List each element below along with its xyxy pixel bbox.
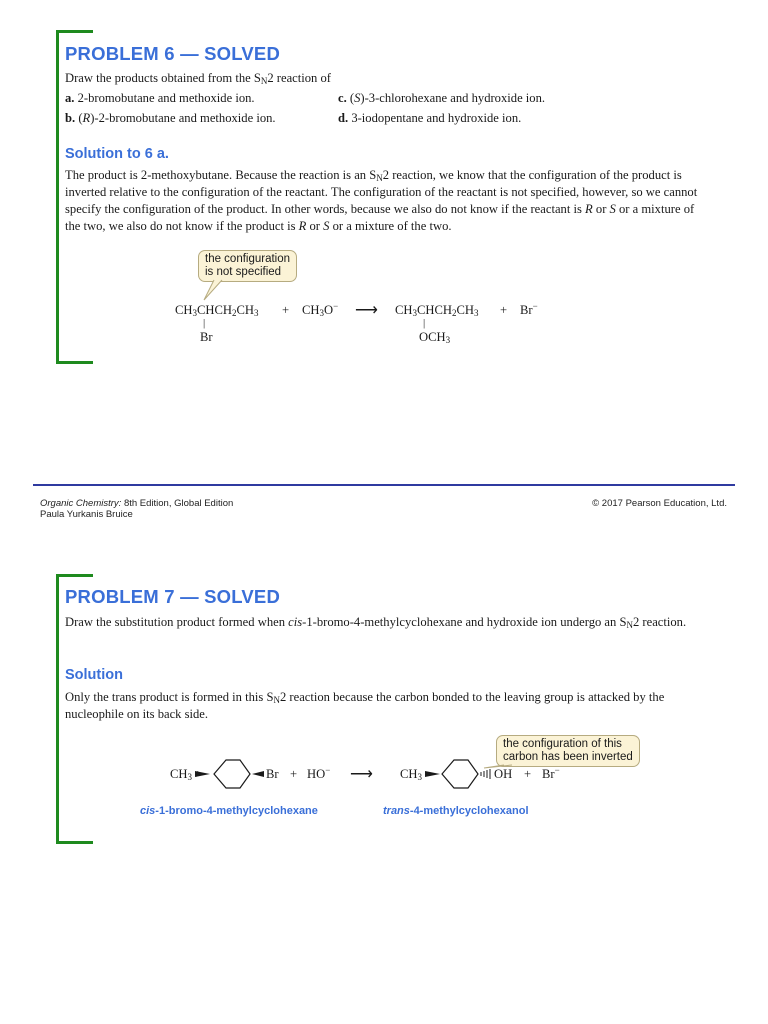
plus-sign: + (282, 303, 290, 317)
reaction-arrow: ⟶ (350, 766, 373, 783)
footer-copyright: © 2017 Pearson Education, Ltd. (592, 498, 727, 509)
product-ch3: $CH_3$ (400, 767, 422, 782)
product-bond: | (423, 317, 426, 329)
problem7-callout: the configuration of this carbon has been inverted (496, 735, 640, 767)
product-formula: $CH_3CHCH_2CH_3$ (395, 303, 479, 318)
footer-book: Organic Chemistry: 8th Edition, Global Edition Paula Yurkanis Bruice (40, 498, 234, 520)
product-caption: trans-4-methylcyclohexanol (383, 805, 529, 817)
problem6-item-c: c. (S)-3-chlorohexane and hydroxide ion. (338, 91, 546, 105)
reaction-arrow: ⟶ (355, 302, 378, 319)
problem7-solution-title: Solution (65, 667, 123, 683)
problem6-item-b: b. (R)-2-bromobutane and methoxide ion. (65, 111, 276, 125)
problem6-item-d: d. 3-iodopentane and hydroxide ion. (338, 111, 522, 125)
product-oh: OH (494, 767, 513, 781)
reactant-br: Br (200, 330, 213, 344)
problem7-solution-text: Only the trans product is formed in this $S_N2$ reaction because the carbon bonded to the leaving group is attacked by the nucleophile on its back side. (65, 690, 665, 721)
problem6-item-a: a. 2-bromobutane and methoxide ion. (65, 91, 255, 105)
problem7-text: Draw the substitution product formed when cis-1-bromo-4-methylcyclohexane and hydroxide ion undergo an $S_N2$ reaction. (65, 615, 687, 630)
plus-sign: + (290, 767, 298, 781)
reactant-caption: cis-1-bromo-4-methylcyclohexane (140, 805, 318, 817)
problem6-title: PROBLEM 6 — SOLVED (65, 43, 281, 64)
problem6-intro: Draw the products obtained from the $S_N2$ reaction of (65, 71, 331, 86)
hydroxide-ion: HO− (307, 765, 331, 781)
methoxide: $CH_3O^-$ (302, 301, 339, 318)
reactant-ch3: $CH_3$ (170, 767, 192, 782)
reactant-formula: $CH_3CHCH_2CH_3$ (175, 303, 259, 318)
problem6-solution-text: The product is 2-methoxybutane. Because the reaction is an $S_N2$ reaction, we know that the configuration of the product is inverted relative to the configuration of the reactant. The configuration of the reactant is not specified, however, so we cannot specify the configuration of the product. In other words, because we also do not know if the reactant is R or S or a mixture of the two, we also do not know if the product is R or S or a mixture of the two. (65, 168, 698, 233)
problem6-solution-title: Solution to 6 a. (65, 146, 169, 162)
plus-sign: + (500, 303, 508, 317)
bromide-ion: Br− (542, 765, 560, 781)
problem6-callout: the configuration is not specified (198, 250, 297, 282)
reactant-bond: | (203, 317, 206, 329)
problem7-title: PROBLEM 7 — SOLVED (65, 586, 281, 607)
bromide-ion: Br− (520, 301, 538, 317)
plus-sign: + (524, 767, 532, 781)
product-och3: $OCH_3$ (419, 330, 451, 345)
reactant-br: Br (266, 767, 279, 781)
